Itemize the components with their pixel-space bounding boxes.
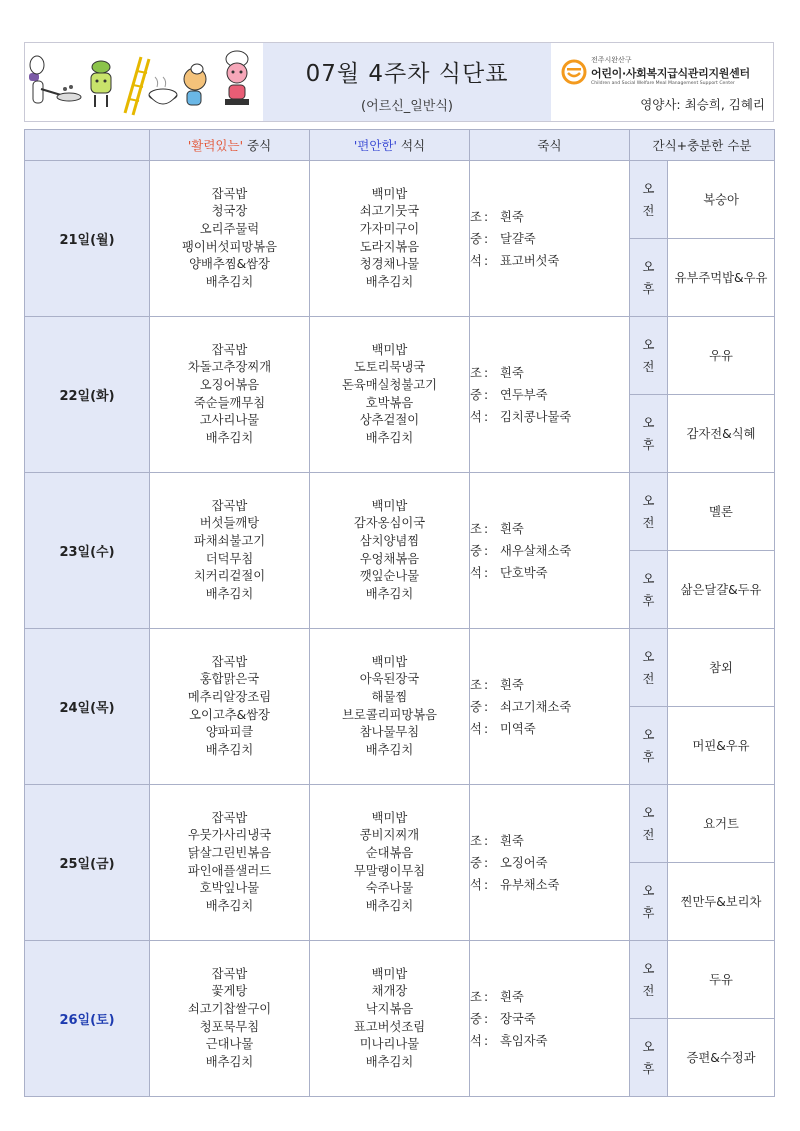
lunch-item: 양배추찜&쌈장 (189, 257, 270, 272)
dinner-item: 백미밥 (371, 342, 408, 357)
lunch-item: 치커리겉절이 (193, 569, 266, 584)
dinner-item: 백미밥 (371, 186, 408, 201)
snack-am: 복숭아 (668, 161, 775, 239)
lunch-item: 잡곡밥 (211, 342, 248, 357)
lunch-item: 근대나물 (205, 1037, 254, 1052)
porridge-seok: 석 : 흑임자죽 (470, 1033, 548, 1048)
snack-am: 우유 (668, 317, 775, 395)
corner-cell (25, 130, 150, 161)
lunch-cell (150, 317, 310, 473)
lunch-cell (150, 941, 310, 1097)
porridge-jung: 중 : 쇠고기채소죽 (470, 699, 572, 714)
lunch-item: 잡곡밥 (211, 810, 248, 825)
lunch-item: 파채쇠불고기 (193, 533, 266, 548)
am-label: 오 전 (630, 473, 668, 551)
dinner-item: 청경채나물 (359, 257, 420, 272)
dinner-item: 상추겉절이 (359, 413, 420, 428)
porridge-cell (470, 161, 630, 317)
dinner-item: 순대볶음 (365, 845, 414, 860)
dinner-item: 배추김치 (365, 898, 414, 913)
porridge-cell (470, 317, 630, 473)
lunch-item: 고사리나물 (199, 413, 260, 428)
porridge-jo: 조 : 흰죽 (470, 365, 524, 380)
lunch-item: 양파피클 (205, 725, 254, 740)
dinner-item: 콩비지찌개 (359, 828, 420, 843)
dinner-item: 백미밥 (371, 810, 408, 825)
org-name: 어린이·사회복지급식관리지원센터 (591, 67, 750, 80)
am-label: 오 전 (630, 629, 668, 707)
org-name-english: Children and Social Welfare Meal Management Support Center (591, 81, 735, 86)
porridge-seok: 석 : 유부채소죽 (470, 877, 560, 892)
snack-pm: 삶은달걀&두유 (668, 551, 775, 629)
dinner-item: 감자옹심이국 (353, 516, 426, 531)
lunch-item: 팽이버섯피망볶음 (181, 239, 278, 254)
dinner-item: 가자미구이 (359, 221, 420, 236)
dinner-item: 배추김치 (365, 1054, 414, 1069)
lunch-item: 차돌고추장찌개 (187, 360, 272, 375)
snack-pm: 증편&수정과 (668, 1019, 775, 1097)
lunch-item: 꽃게탕 (211, 984, 248, 999)
snack-pm: 감자전&식혜 (668, 395, 775, 473)
table-row (25, 473, 775, 551)
lunch-item: 우뭇가사리냉국 (187, 828, 272, 843)
chef-illustration (25, 43, 263, 121)
col-header-porridge: 죽식 (470, 130, 630, 161)
dinner-item: 도라지볶음 (359, 239, 420, 254)
lunch-item: 오이고추&쌈장 (189, 707, 270, 722)
lunch-item: 홍합맑은국 (199, 672, 260, 687)
snack-am: 참외 (668, 629, 775, 707)
pm-label: 오 후 (630, 551, 668, 629)
lunch-item: 잡곡밥 (211, 654, 248, 669)
dinner-cell (310, 629, 470, 785)
dinner-item: 호박볶음 (365, 395, 414, 410)
lunch-item: 청국장 (211, 204, 248, 219)
col-header-lunch: '활력있는' 중식 (150, 130, 310, 161)
porridge-jo: 조 : 흰죽 (470, 833, 524, 848)
table-row (25, 161, 775, 239)
dinner-item: 돈육매실청불고기 (341, 377, 438, 392)
dinner-cell (310, 785, 470, 941)
lunch-item: 청포묵무침 (199, 1019, 260, 1034)
dinner-cell (310, 941, 470, 1097)
porridge-jo: 조 : 흰죽 (470, 677, 524, 692)
menu-table (24, 129, 775, 1097)
dinner-item: 무말랭이무침 (353, 863, 426, 878)
snack-am: 요거트 (668, 785, 775, 863)
dinner-item: 삼치양념찜 (359, 533, 420, 548)
porridge-jo: 조 : 흰죽 (470, 521, 524, 536)
pm-label: 오 후 (630, 395, 668, 473)
porridge-jo: 조 : 흰죽 (470, 209, 524, 224)
center-logo (561, 53, 771, 93)
lunch-item: 죽순들깨무침 (193, 395, 266, 410)
dinner-item: 우엉채볶음 (359, 551, 420, 566)
lunch-item: 더덕무침 (205, 551, 254, 566)
dinner-item: 백미밥 (371, 654, 408, 669)
dinner-item: 배추김치 (365, 274, 414, 289)
center-logo-icon (561, 59, 587, 85)
dinner-item: 아욱된장국 (359, 672, 420, 687)
lunch-item: 배추김치 (205, 430, 254, 445)
am-label: 오 전 (630, 317, 668, 395)
nutritionist: 영양사: 최승희, 김혜리 (640, 97, 765, 112)
dinner-item: 배추김치 (365, 586, 414, 601)
porridge-seok: 석 : 단호박죽 (470, 565, 548, 580)
lunch-item: 파인애플샐러드 (187, 863, 272, 878)
snack-pm: 찐만두&보리차 (668, 863, 775, 941)
table-row (25, 785, 775, 863)
dinner-item: 브로콜리피망볶음 (341, 707, 438, 722)
snack-am: 멜론 (668, 473, 775, 551)
lunch-item: 버섯들깨탕 (199, 516, 260, 531)
day-label: 21일(월) (25, 161, 150, 317)
day-label: 24일(목) (25, 629, 150, 785)
lunch-item: 메추리알장조림 (187, 689, 272, 704)
menu-header (24, 42, 774, 122)
porridge-cell (470, 473, 630, 629)
page-title: 07월 4주차 식단표 (305, 61, 509, 87)
pm-label: 오 후 (630, 1019, 668, 1097)
snack-am: 두유 (668, 941, 775, 1019)
pm-label: 오 후 (630, 707, 668, 785)
snack-pm: 유부주먹밥&우유 (668, 239, 775, 317)
dinner-item: 미나리나물 (359, 1037, 420, 1052)
porridge-seok: 석 : 표고버섯죽 (470, 253, 560, 268)
porridge-jung: 중 : 오징어죽 (470, 855, 548, 870)
lunch-cell (150, 473, 310, 629)
snack-pm: 머핀&우유 (668, 707, 775, 785)
lunch-item: 오징어볶음 (199, 377, 260, 392)
lunch-cell (150, 161, 310, 317)
org-district: 전주시완산구 (591, 56, 632, 64)
dinner-item: 쇠고기뭇국 (359, 204, 420, 219)
lunch-cell (150, 629, 310, 785)
lunch-item: 배추김치 (205, 742, 254, 757)
day-label: 25일(금) (25, 785, 150, 941)
table-header-row (25, 130, 775, 161)
dinner-cell (310, 161, 470, 317)
dinner-item: 도토리묵냉국 (353, 360, 426, 375)
porridge-seok: 석 : 김치콩나물죽 (470, 409, 572, 424)
am-label: 오 전 (630, 785, 668, 863)
porridge-cell (470, 629, 630, 785)
lunch-item: 잡곡밥 (211, 186, 248, 201)
porridge-jo: 조 : 흰죽 (470, 989, 524, 1004)
pm-label: 오 후 (630, 239, 668, 317)
dinner-item: 해물찜 (371, 689, 408, 704)
dinner-item: 백미밥 (371, 498, 408, 513)
table-row (25, 629, 775, 707)
dinner-item: 배추김치 (365, 742, 414, 757)
porridge-seok: 석 : 미역죽 (470, 721, 536, 736)
lunch-item: 닭살그린빈볶음 (187, 845, 272, 860)
dinner-cell (310, 317, 470, 473)
table-row (25, 941, 775, 1019)
col-header-dinner: '편안한' 석식 (310, 130, 470, 161)
lunch-item: 배추김치 (205, 274, 254, 289)
porridge-cell (470, 785, 630, 941)
dinner-item: 표고버섯조림 (353, 1019, 426, 1034)
lunch-item: 쇠고기찹쌀구이 (187, 1001, 272, 1016)
table-row (25, 317, 775, 395)
dinner-item: 채개장 (371, 984, 408, 999)
pm-label: 오 후 (630, 863, 668, 941)
porridge-cell (470, 941, 630, 1097)
lunch-item: 배추김치 (205, 1054, 254, 1069)
dinner-item: 낙지볶음 (365, 1001, 414, 1016)
title-box (263, 43, 551, 121)
am-label: 오 전 (630, 941, 668, 1019)
day-label: 26일(토) (25, 941, 150, 1097)
page-subtitle: (어르신_일반식) (361, 99, 453, 114)
porridge-jung: 중 : 달걀죽 (470, 231, 536, 246)
lunch-item: 배추김치 (205, 898, 254, 913)
dinner-item: 배추김치 (365, 430, 414, 445)
dinner-item: 참나물무침 (359, 725, 420, 740)
day-label: 22일(화) (25, 317, 150, 473)
am-label: 오 전 (630, 161, 668, 239)
lunch-item: 잡곡밥 (211, 498, 248, 513)
porridge-jung: 중 : 연두부죽 (470, 387, 548, 402)
lunch-item: 호박잎나물 (199, 881, 260, 896)
lunch-item: 잡곡밥 (211, 966, 248, 981)
porridge-jung: 중 : 장국죽 (470, 1011, 536, 1026)
porridge-jung: 중 : 새우살채소죽 (470, 543, 572, 558)
lunch-cell (150, 785, 310, 941)
day-label: 23일(수) (25, 473, 150, 629)
lunch-item: 배추김치 (205, 586, 254, 601)
dinner-item: 깻잎순나물 (359, 569, 420, 584)
dinner-item: 백미밥 (371, 966, 408, 981)
dinner-item: 숙주나물 (365, 881, 414, 896)
col-header-snack: 간식+충분한 수분 (630, 130, 775, 161)
lunch-item: 오리주물럭 (199, 221, 260, 236)
dinner-cell (310, 473, 470, 629)
